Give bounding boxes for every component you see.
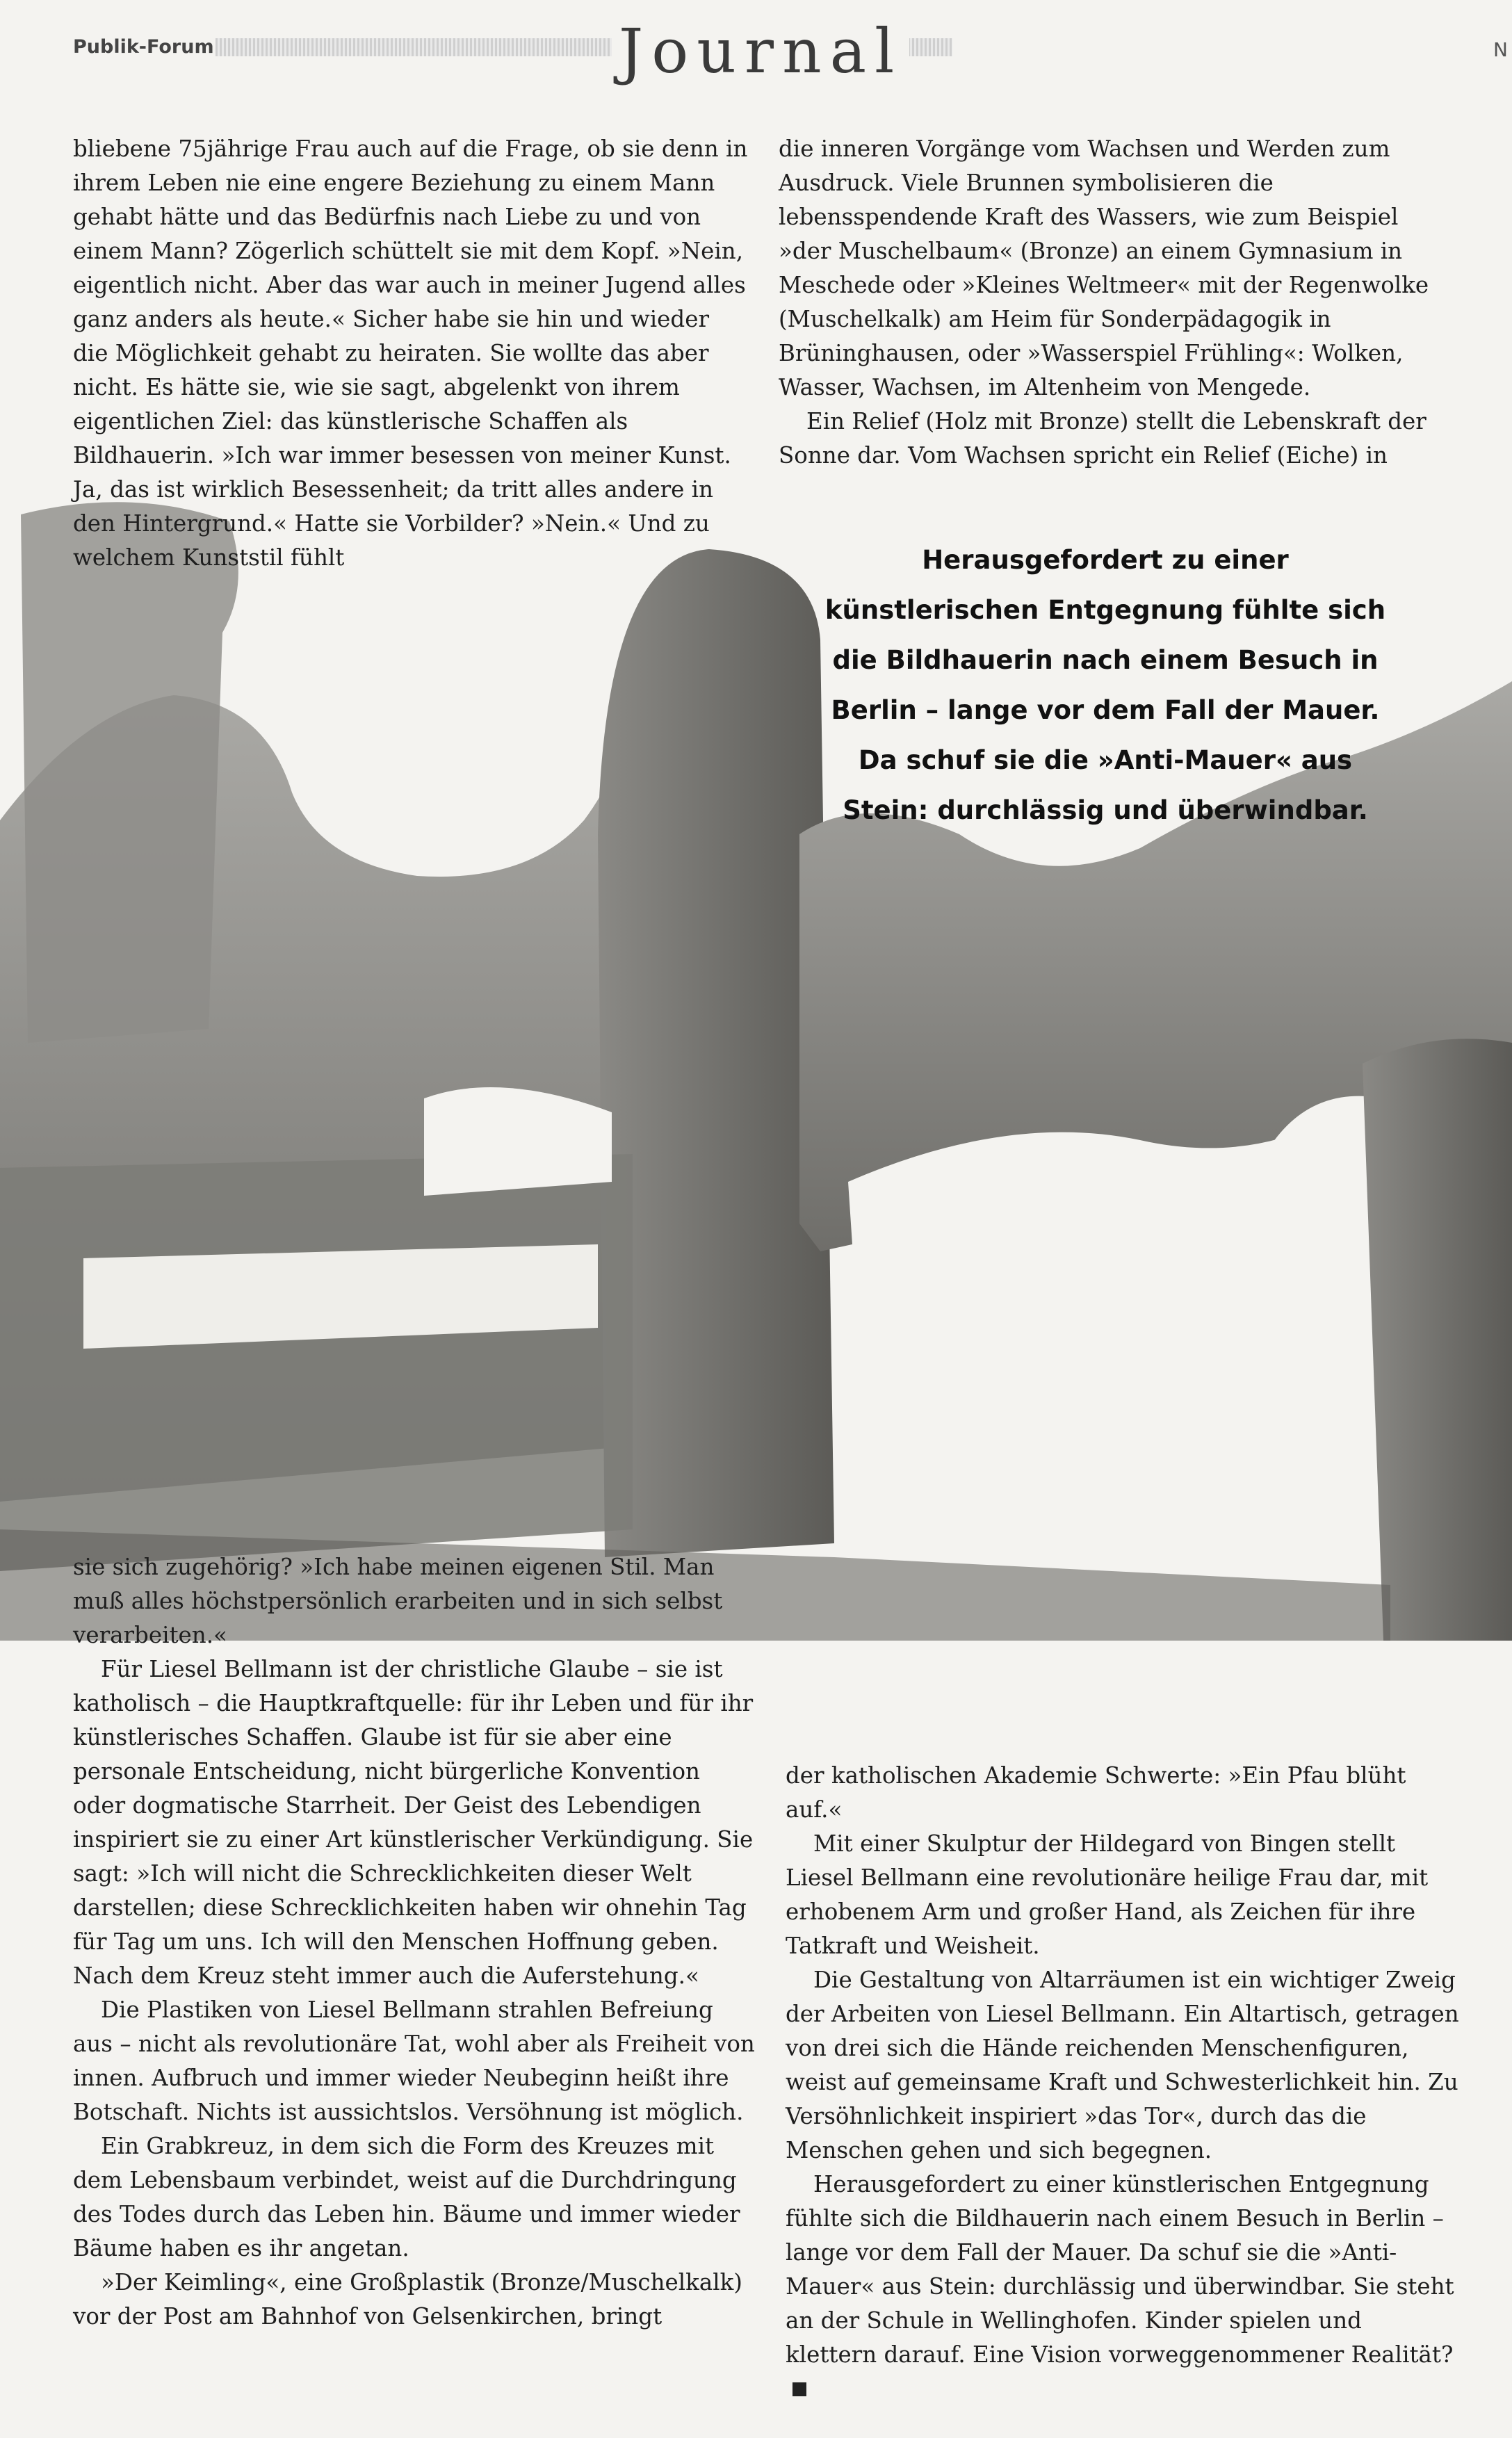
paragraph: Die Plastiken von Liesel Bellmann strahlen Befreiung aus – nicht als revolutionäre Tat, wohl aber als Freiheit von innen. Aufbruch und immer wieder Neubeginn heißt ihre Botschaft. Nichts ist aussichtslos. Versöhnung ist möglich.: [73, 1997, 755, 2125]
paragraph: Die Gestaltung von Altarräumen ist ein wichtiger Zweig der Arbeiten von Liesel Bellmann. Ein Altartisch, getragen von drei sich die Hände reichenden Menschenfiguren, weist auf gemeinsame Kraft und Schwesterlichkeit hin. Zu Versöhnlichkeit inspiriert »das Tor«, durch das die Menschen gehen und sich begegnen.: [786, 1967, 1459, 2163]
masthead-publication: Publik-Forum: [73, 36, 214, 58]
page-edge-letter: N: [1493, 38, 1508, 61]
paragraph: »Der Keimling«, eine Großplastik (Bronze/Muschelkalk) vor der Post am Bahnhof von Gelsenkirchen, bringt: [73, 2269, 742, 2330]
article-column-right-bottom: [786, 1759, 1460, 2406]
article-column-right-top: [779, 132, 1456, 473]
paragraph: Mit einer Skulptur der Hildegard von Bingen stellt Liesel Bellmann eine revolutionäre heilige Frau dar, mit erhobenem Arm und großer Hand, als Zeichen für ihre Tatkraft und Weisheit.: [786, 1830, 1429, 1959]
paragraph: Ein Grabkreuz, in dem sich die Form des Kreuzes mit dem Lebensbaum verbindet, weist auf die Durchdringung des Todes durch das Leben hin. Bäume und immer wieder Bäume haben es ihr angetan.: [73, 2133, 740, 2261]
paragraph: Für Liesel Bellmann ist der christliche Glaube – sie ist katholisch – die Hauptkraftquelle: für ihr Leben und für ihr künstlerisches Schaffen. Glaube ist für sie aber eine personale Entscheidung, nicht bürgerliche Konvention oder dogmatische Starrheit. Der Geist des Lebendigen inspiriert sie zu einer Art künstlerischer Verkündigung. Sie sagt: »Ich will nicht die Schrecklichkeiten dieser Welt darstellen; diese Schrecklichkeiten haben wir ohnehin Tag für Tag um uns. Ich will den Menschen Hoffnung geben. Nach dem Kreuz steht immer auch die Auferstehung.«: [73, 1656, 754, 1989]
paragraph: sie sich zugehörig? »Ich habe meinen eigenen Stil. Man muß alles höchstpersönlich erarbeiten und in sich selbst verarbeiten.«: [73, 1554, 723, 1648]
paragraph: die inneren Vorgänge vom Wachsen und Werden zum Ausdruck. Viele Brunnen symbolisieren die lebensspendende Kraft des Wassers, wie zum Beispiel »der Muschelbaum« (Bronze) an einem Gymnasium in Meschede oder »Kleines Weltmeer« mit der Regenwolke (Muschelkalk) am Heim für Sonderpädagogik in Brüninghausen, oder »Wasserspiel Frühling«: Wolken, Wasser, Wachsen, im Altenheim von Mengede.: [779, 136, 1429, 400]
article-column-left-bottom: [73, 1550, 758, 2334]
paragraph: bliebene 75jährige Frau auch auf die Frage, ob sie denn in ihrem Leben nie eine engere Beziehung zu einem Mann gehabt hätte und das Bedürfnis nach Liebe zu und von einem Mann? Zögerlich schüttelt sie mit dem Kopf. »Nein, eigentlich nicht. Aber das war auch in meiner Jugend alles ganz anders als heute.« Sicher habe sie hin und wieder die Möglichkeit gehabt zu heiraten. Sie wollte das aber nicht. Es hätte sie, wie sie sagt, abgelenkt von ihrem eigentlichen Ziel: das künstlerische Schaffen als Bildhauerin. »Ich war immer besessen von meiner Kunst. Ja, das ist wirklich Besessenheit; da tritt alles andere in den Hintergrund.« Hatte sie Vorbilder? »Nein.« Und zu welchem Kunststil fühlt: [73, 136, 748, 571]
paragraph: [786, 2168, 1460, 2406]
paragraph: Ein Relief (Holz mit Bronze) stellt die Lebenskraft der Sonne dar. Vom Wachsen spricht ein Relief (Eiche) in: [779, 408, 1426, 469]
masthead-section-title: Journal: [612, 21, 909, 82]
closing-paragraph-text: Herausgefordert zu einer künstlerischen Entgegnung fühlte sich die Bildhauerin nach einem Besuch in Berlin – lange vor dem Fall der Mauer. Da schuf sie die »Anti-Mauer« aus Stein: durchlässig und überwindbar. Sie steht an der Schule in Wellinghofen. Kinder spielen und klettern darauf. Eine Vision vorweggenommener Realität?: [786, 2171, 1454, 2368]
article-column-left-top: [73, 132, 751, 575]
pull-quote: Herausgefordert zu einer künstlerischen Entgegnung fühlte sich die Bildhauerin nach einem Besuch in Berlin – lange vor dem Fall der Mauer. Da schuf sie die »Anti-Mauer« aus Stein: durchlässig und überwindbar.: [824, 545, 1386, 825]
end-of-article-mark: [792, 2382, 806, 2396]
paragraph: der katholischen Akademie Schwerte: »Ein Pfau blüht auf.«: [786, 1762, 1406, 1823]
